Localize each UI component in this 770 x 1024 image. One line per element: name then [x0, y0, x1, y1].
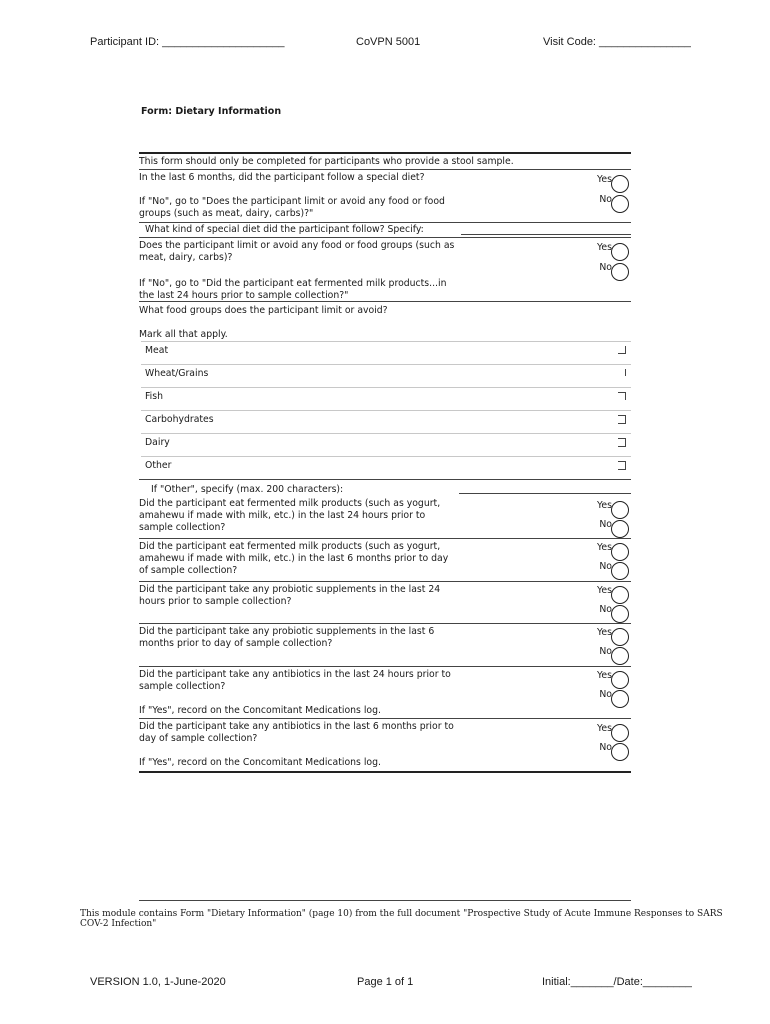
q8-text: Did the participant take any antibiotics in the last 6 months prior to day of sample collection? — [139, 721, 454, 744]
other-checkbox[interactable] — [618, 461, 626, 470]
q4-text: Did the participant eat fermented milk products (such as yogurt, amahewu if made with milk, etc.) in the last 6 months prior to day of sample collection? — [139, 541, 449, 576]
other-specify-label: If "Other", specify (max. 200 characters): — [151, 484, 344, 495]
q2-no-option[interactable] — [599, 254, 629, 281]
study-name: CoVPN 5001 — [356, 36, 421, 48]
q2a-text: What food groups does the participant limit or avoid? — [139, 305, 388, 316]
form-title: Form: Dietary Information — [141, 106, 282, 117]
option-wheat-label: Wheat/Grains — [145, 368, 209, 379]
yes-label: Yes — [596, 499, 612, 511]
page-number: Page 1 of 1 — [357, 976, 414, 988]
fish-checkbox[interactable] — [618, 392, 626, 400]
yes-label: Yes — [596, 722, 612, 734]
no-label: No — [599, 603, 612, 615]
q8-no-option[interactable] — [599, 734, 629, 761]
option-fish-label: Fish — [145, 391, 163, 402]
yes-label: Yes — [596, 584, 612, 596]
q6-text: Did the participant take any probiotic supplements in the last 6 months prior to day of sample collection? — [139, 626, 435, 649]
q2-skip-text: If "No", go to "Did the participant eat fermented milk products...in the last 24 hours prior to sample collection?" — [139, 278, 447, 301]
q3-text: Did the participant eat fermented milk products (such as yogurt, amahewu if made with milk, etc.) in the last 24 hours prior to sample collection? — [139, 498, 441, 533]
radio-circle-icon[interactable] — [611, 263, 629, 281]
visit-code-field: Visit Code: _______________ — [543, 36, 691, 48]
q1a-text: What kind of special diet did the participant follow? Specify: — [145, 224, 424, 235]
yes-label: Yes — [596, 241, 612, 253]
radio-circle-icon[interactable] — [611, 690, 629, 708]
radio-circle-icon[interactable] — [611, 195, 629, 213]
q8-note: If "Yes", record on the Concomitant Medications log. — [139, 757, 381, 768]
wheat-checkbox[interactable] — [618, 369, 626, 376]
no-label: No — [599, 261, 612, 273]
q2a-instruction: Mark all that apply. — [139, 329, 228, 340]
participant-id-field: Participant ID: ____________________ — [90, 36, 285, 48]
version-label: VERSION 1.0, 1-June-2020 — [90, 976, 226, 988]
option-meat-label: Meat — [145, 345, 169, 356]
q7-text: Did the participant take any antibiotics in the last 24 hours prior to sample collection? — [139, 669, 451, 692]
q1-no-option[interactable] — [599, 186, 629, 213]
no-label: No — [599, 645, 612, 657]
footnote: This module contains Form "Dietary Information" (page 10) from the full document "Prospective Study of Acute Immune Responses to SARS COV-2 Infection" — [80, 909, 723, 929]
q6-no-option[interactable] — [599, 638, 629, 665]
q1-text: In the last 6 months, did the participant follow a special diet? — [139, 172, 425, 183]
carbohydrates-checkbox[interactable] — [618, 415, 626, 424]
no-label: No — [599, 518, 612, 530]
intro-text: This form should only be completed for participants who provide a stool sample. — [139, 156, 514, 167]
footnote-divider — [139, 900, 631, 901]
yes-label: Yes — [596, 669, 612, 681]
yes-label: Yes — [596, 541, 612, 553]
q7-note: If "Yes", record on the Concomitant Medications log. — [139, 705, 381, 716]
q7-no-option[interactable] — [599, 681, 629, 708]
option-other-label: Other — [145, 460, 172, 471]
option-carbs-label: Carbohydrates — [145, 414, 214, 425]
q1-skip-text: If "No", go to "Does the participant limit or avoid any food or food groups (such as meat, dairy, carbs)?" — [139, 196, 445, 219]
no-label: No — [599, 741, 612, 753]
dairy-checkbox[interactable] — [618, 438, 626, 447]
no-label: No — [599, 193, 612, 205]
q5-text: Did the participant take any probiotic supplements in the last 24 hours prior to sample collection? — [139, 584, 441, 607]
no-label: No — [599, 560, 612, 572]
no-label: No — [599, 688, 612, 700]
option-dairy-label: Dairy — [145, 437, 170, 448]
yes-label: Yes — [596, 173, 612, 185]
radio-circle-icon[interactable] — [611, 743, 629, 761]
q2-text: Does the participant limit or avoid any food or food groups (such as meat, dairy, carbs)? — [139, 240, 455, 263]
q4-no-option[interactable] — [599, 553, 629, 580]
meat-checkbox[interactable] — [618, 346, 626, 354]
yes-label: Yes — [596, 626, 612, 638]
initial-date-field: Initial:_______/Date:________ — [542, 976, 692, 988]
